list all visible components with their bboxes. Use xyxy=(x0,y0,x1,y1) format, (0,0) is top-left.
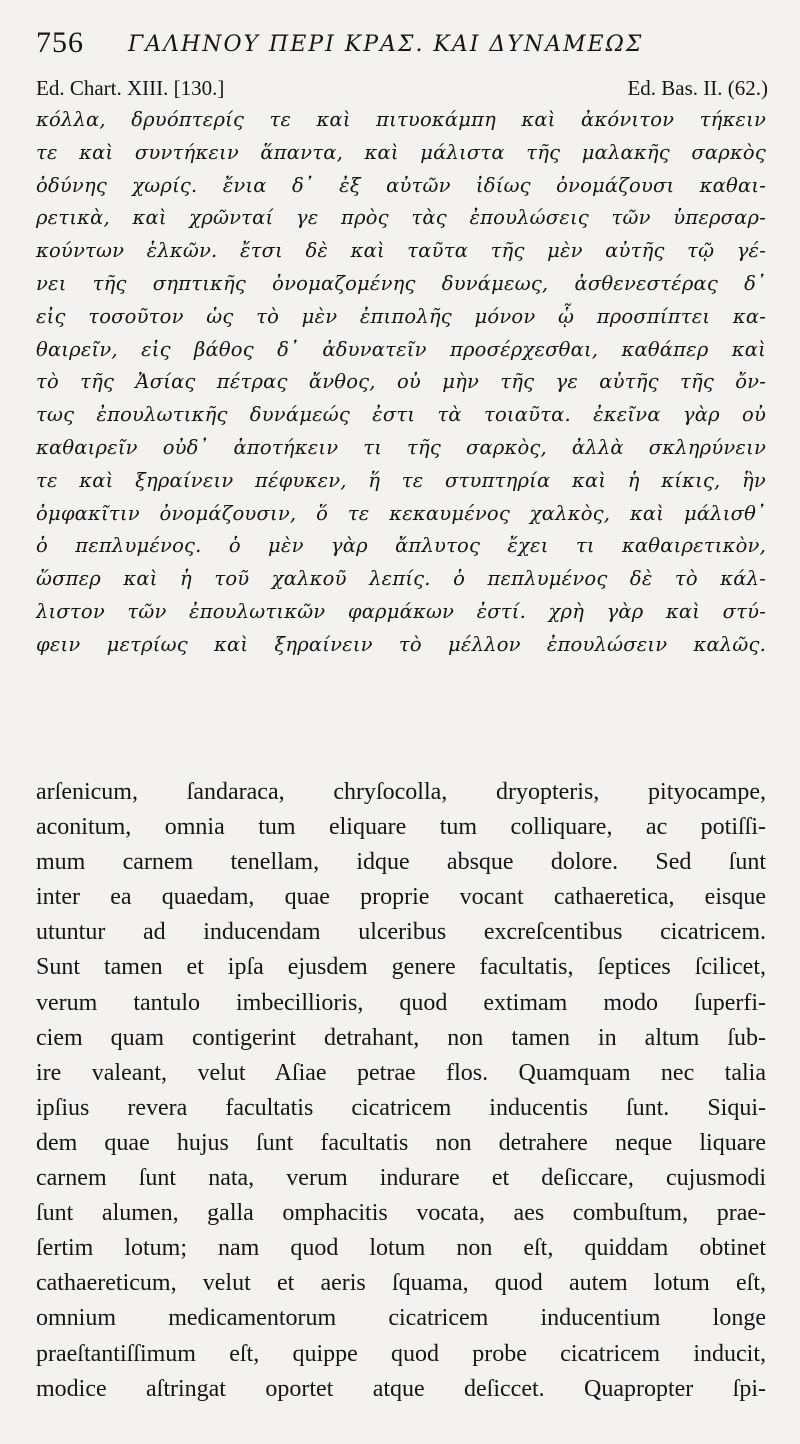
latin-line: ipſius revera facultatis cicatricem inducentis ſunt. Siqui- xyxy=(36,1094,766,1121)
latin-line: cathaereticum, velut et aeris ſquama, quod autem lotum eſt, xyxy=(36,1270,766,1297)
greek-line: τε καὶ συντήκειν ἅπαντα, καὶ μάλιστα τῆς μαλακῆς σαρκὸς xyxy=(36,140,766,164)
greek-line: ρετικὰ, καὶ χρῶνταί γε πρὸς τὰς ἐπουλώσεις τῶν ὑπερσαρ- xyxy=(36,206,766,230)
page-header xyxy=(36,26,776,72)
greek-line: λιστον τῶν ἐπουλωτικῶν φαρμάκων ἐστί. χρὴ γὰρ καὶ στύ- xyxy=(36,599,766,623)
greek-text-block xyxy=(36,104,766,662)
greek-line: εἰς τοσοῦτον ὡς τὸ μὲν ἐπιπολῆς μόνον ᾧ προσπίπτει κα- xyxy=(36,304,766,328)
running-title: ΓΑΛΗΝΟΥ ΠΕΡΙ ΚΡΑΣ. ΚΑΙ ΔΥΝΑΜΕΩΣ xyxy=(128,32,644,57)
latin-line: ire valeant, velut Aſiae petrae flos. Quamquam nec talia xyxy=(36,1059,766,1086)
greek-line: νει τῆς σηπτικῆς ὀνομαζομένης δυνάμεως, ἀσθενεστέρας δ᾽ xyxy=(36,271,766,295)
greek-line: φειν μετρίως καὶ ξηραίνειν τὸ μέλλον ἐπουλώσειν καλῶς. xyxy=(36,632,766,656)
greek-line: τὸ τῆς Ἀσίας πέτρας ἄνθος, οὐ μὴν τῆς γε αὐτῆς τῆς ὄν- xyxy=(36,370,766,394)
edition-references xyxy=(36,76,768,104)
latin-line: inter ea quaedam, quae proprie vocant cathaeretica, eisque xyxy=(36,884,766,911)
latin-line: Sunt tamen et ipſa ejusdem genere facultatis, ſeptices ſcilicet, xyxy=(36,954,766,981)
greek-line: ὀδύνης χωρίς. ἔνια δ᾽ ἐξ αὐτῶν ἰδίως ὀνομάζουσι καθαι- xyxy=(36,173,766,197)
greek-line: κόλλα, δρυόπτερίς τε καὶ πιτυοκάμπη καὶ ἀκόνιτον τήκειν xyxy=(36,108,766,131)
edition-chartier: Ed. Chart. XIII. [130.] xyxy=(36,76,225,100)
greek-line: θαιρεῖν, εἰς βάθος δ᾽ ἀδυνατεῖν προσέρχεσθαι, καθάπερ καὶ xyxy=(36,337,766,361)
latin-line: carnem ſunt nata, verum indurare et deſiccare, cujusmodi xyxy=(36,1165,766,1192)
greek-line: ὀμφακῖτιν ὀνομάζουσιν, ὅ τε κεκαυμένος χαλκὸς, καὶ μάλισθ᾽ xyxy=(36,501,766,525)
greek-line: ὁ πεπλυμένος. ὁ μὲν γὰρ ἄπλυτος ἔχει τι καθαιρετικὸν, xyxy=(36,534,766,558)
latin-line: mum carnem tenellam, idque absque dolore. Sed ſunt xyxy=(36,849,766,876)
greek-line: ὥσπερ καὶ ἡ τοῦ χαλκοῦ λεπίς. ὁ πεπλυμένος δὲ τὸ κάλ- xyxy=(36,567,766,591)
latin-line: ciem quam contigerint detrahant, non tamen in altum ſub- xyxy=(36,1024,766,1051)
latin-line: arſenicum, ſandaraca, chryſocolla, dryopteris, pityocampe, xyxy=(36,779,766,805)
edition-basel: Ed. Bas. II. (62.) xyxy=(627,76,768,100)
latin-line: utuntur ad inducendam ulceribus excreſcentibus cicatricem. xyxy=(36,919,766,946)
greek-line: καθαιρεῖν οὐδ᾽ ἀποτήκειν τι τῆς σαρκὸς, ἀλλὰ σκληρύνειν xyxy=(36,435,766,459)
latin-line: omnium medicamentorum cicatricem inducentium longe xyxy=(36,1305,766,1332)
latin-line: ſertim lotum; nam quod lotum non eſt, quiddam obtinet xyxy=(36,1235,766,1262)
greek-line: τε καὶ ξηραίνειν πέφυκεν, ἥ τε στυπτηρία καὶ ἡ κίκις, ἣν xyxy=(36,468,766,492)
latin-text-block xyxy=(36,775,766,1407)
latin-line: ſunt alumen, galla omphacitis vocata, aes combuſtum, prae- xyxy=(36,1200,766,1227)
latin-line: praeſtantiſſimum eſt, quippe quod probe cicatricem inducit, xyxy=(36,1340,766,1367)
latin-line: dem quae hujus ſunt facultatis non detrahere neque liquare xyxy=(36,1129,766,1156)
latin-line: aconitum, omnia tum eliquare tum colliquare, ac potiſſi- xyxy=(36,814,766,841)
latin-line: verum tantulo imbecillioris, quod extimam modo ſuperfi- xyxy=(36,989,766,1016)
latin-line: modice aſtringat oportet atque deſiccet. Quapropter ſpi- xyxy=(36,1375,766,1402)
page-number: 756 xyxy=(36,26,84,59)
greek-line: κούντων ἑλκῶν. ἔτσι δὲ καὶ ταῦτα τῆς μὲν αὐτῆς τῷ γέ- xyxy=(36,239,766,263)
greek-line: τως ἐπουλωτικῆς δυνάμεώς ἐστι τὰ τοιαῦτα. ἐκεῖνα γὰρ οὐ xyxy=(36,403,766,427)
